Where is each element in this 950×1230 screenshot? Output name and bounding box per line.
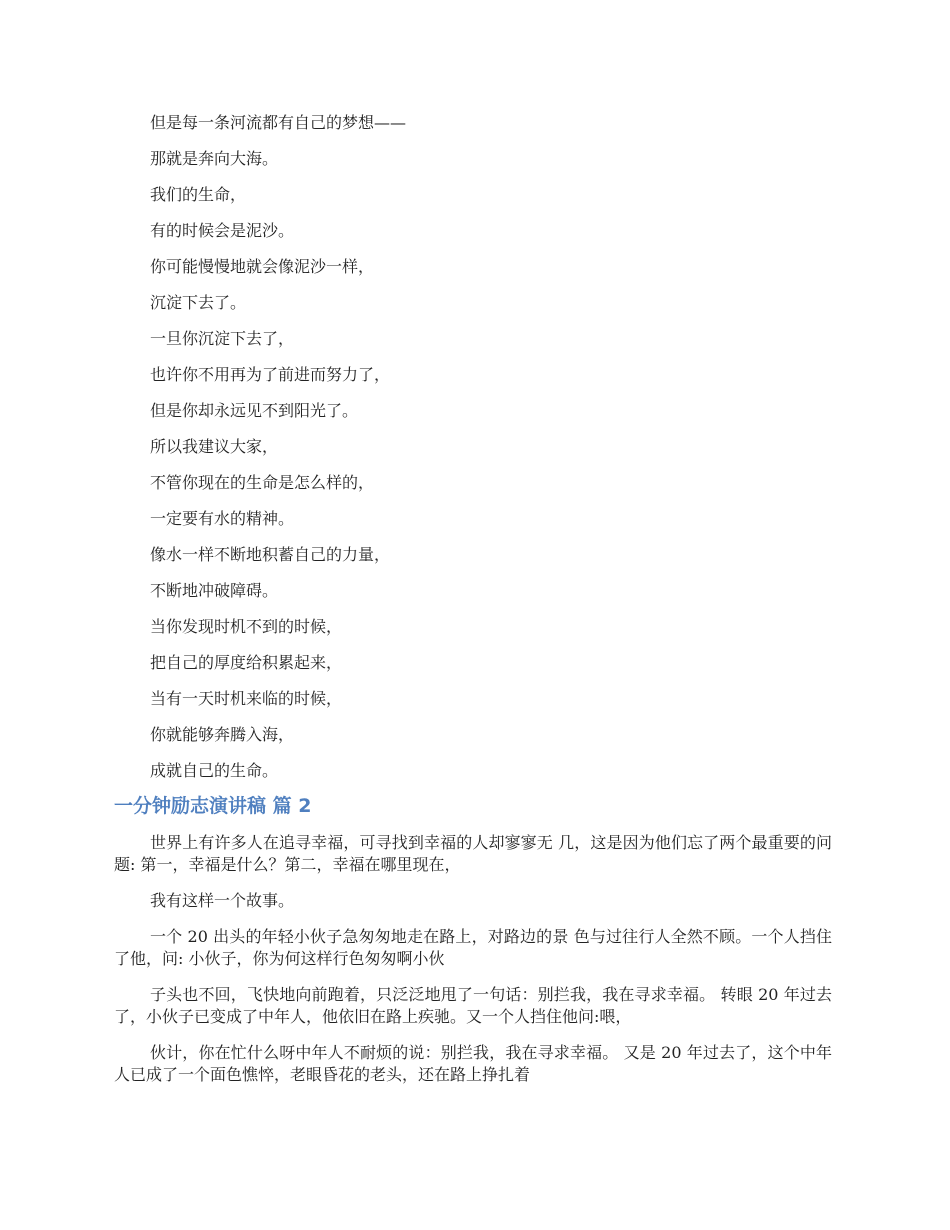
poem-line: 一定要有水的精神。 [150,509,295,528]
body-paragraph: 子头也不回，飞快地向前跑着，只泛泛地甩了一句话：别拦我，我在寻求幸福。 转眼 20 年过去了，小伙子已变成了中年人，他依旧在路上疾驰。又一个人挡住他问:喂， [114,985,832,1026]
body-paragraph: 我有这样一个故事。 [150,891,295,910]
poem-line: 所以我建议大家， [150,437,279,456]
poem-line: 但是你却永远见不到阳光了。 [150,401,359,420]
body-paragraph: 伙计，你在忙什么呀中年人不耐烦的说：别拦我，我在寻求幸福。 又是 20 年过去了，这个中年人已成了一个面色憔悴，老眼昏花的老头，还在路上挣扎着 [114,1043,832,1084]
poem-line: 但是每一条河流都有自己的梦想—— [150,113,407,132]
poem-line: 也许你不用再为了前进而努力了， [150,365,391,384]
poem-line: 不断地冲破障碍。 [150,581,279,600]
poem-line: 当有一天时机来临的时候， [150,689,343,708]
poem-line: 当你发现时机不到的时候， [150,617,343,636]
poem-line: 有的时候会是泥沙。 [150,221,295,240]
poem-line: 一旦你沉淀下去了， [150,329,295,348]
poem-block [150,111,850,795]
article-body [114,832,832,1100]
section-heading: 一分钟励志演讲稿 篇 2 [114,795,312,817]
poem-line: 你可能慢慢地就会像泥沙一样， [150,257,375,276]
poem-line: 不管你现在的生命是怎么样的， [150,473,375,492]
poem-line: 我们的生命， [150,185,247,204]
poem-line: 把自己的厚度给积累起来， [150,653,343,672]
body-paragraph: 一个 20 出头的年轻小伙子急匆匆地走在路上，对路边的景 色与过往行人全然不顾。一个人挡住了他，问: 小伙子，你为何这样行色匆匆啊小伙 [114,927,832,968]
poem-line: 那就是奔向大海。 [150,149,279,168]
poem-line: 成就自己的生命。 [150,761,279,780]
poem-line: 沉淀下去了。 [150,293,247,312]
body-paragraph: 世界上有许多人在追寻幸福，可寻找到幸福的人却寥寥无 几，这是因为他们忘了两个最重要的问题: 第一，幸福是什么？第二，幸福在哪里现在， [114,833,832,874]
poem-line: 像水一样不断地积蓄自己的力量， [150,545,391,564]
poem-line: 你就能够奔腾入海， [150,725,295,744]
